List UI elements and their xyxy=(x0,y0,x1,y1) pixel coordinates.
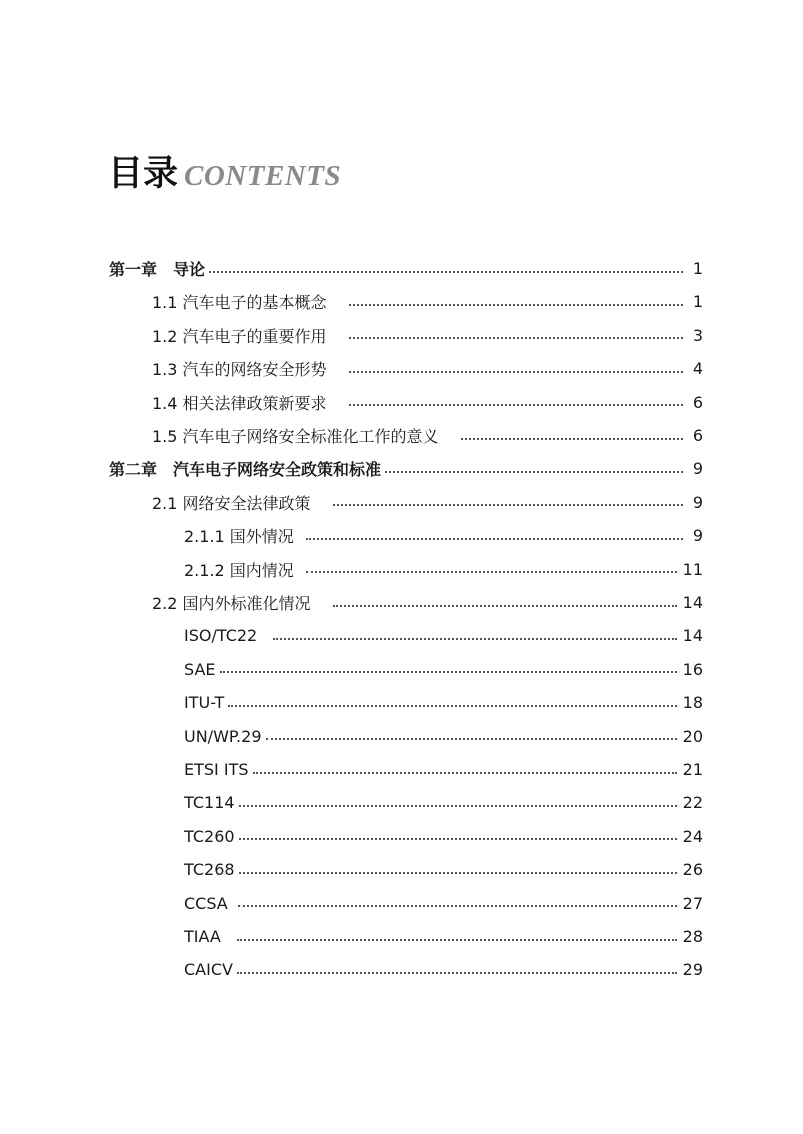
dot-leader xyxy=(237,939,677,941)
dot-leader xyxy=(209,271,683,273)
dot-leader xyxy=(306,538,683,540)
toc-entry-title: SAE xyxy=(184,659,216,679)
dot-leader xyxy=(349,371,683,373)
toc-entry[interactable] xyxy=(184,519,703,552)
toc-entry[interactable] xyxy=(184,853,703,886)
dot-leader xyxy=(266,738,677,740)
toc-entry[interactable] xyxy=(152,586,703,619)
toc-entry[interactable] xyxy=(184,653,703,686)
dot-leader xyxy=(349,337,683,339)
toc-entry-page: 20 xyxy=(682,726,703,746)
toc-entry-title: 1.2 汽车电子的重要作用 xyxy=(152,326,327,346)
toc-entry-page: 11 xyxy=(682,559,703,579)
toc-entry-title: TC114 xyxy=(184,793,235,813)
toc-entry-title: ISO/TC22 xyxy=(184,626,258,646)
dot-leader xyxy=(220,671,677,673)
toc-entry-title: ITU-T xyxy=(184,693,225,713)
toc-entry-title: 2.1.2 国内情况 xyxy=(184,560,294,580)
toc-entry-title: TC268 xyxy=(184,860,235,880)
dot-leader xyxy=(333,605,677,607)
toc-entry[interactable] xyxy=(152,486,703,519)
toc-entry[interactable] xyxy=(152,319,703,352)
toc-entry-page: 9 xyxy=(692,459,703,479)
toc-entry-page: 22 xyxy=(682,793,703,813)
toc-entry[interactable] xyxy=(152,285,703,318)
toc-entry[interactable] xyxy=(184,619,703,652)
dot-leader xyxy=(461,438,683,440)
toc-entry-page: 4 xyxy=(692,359,703,379)
toc-entry-title: 第一章 导论 xyxy=(109,260,206,279)
toc-entry-page: 1 xyxy=(692,292,703,312)
toc-heading xyxy=(108,146,341,196)
toc-entry-page: 9 xyxy=(692,526,703,546)
dot-leader xyxy=(239,805,677,807)
toc-entry[interactable] xyxy=(184,820,703,853)
toc-entry-page: 24 xyxy=(682,826,703,846)
toc-entry-title: ETSI ITS xyxy=(184,760,249,779)
toc-entry-title: UN/WP.29 xyxy=(184,726,262,746)
toc-entry[interactable] xyxy=(152,386,703,419)
toc-entry[interactable] xyxy=(152,352,703,385)
toc-entry-page: 29 xyxy=(682,960,703,980)
toc-entry-page: 28 xyxy=(682,927,703,946)
toc-entry[interactable] xyxy=(184,887,703,920)
toc-entry-page: 26 xyxy=(682,860,703,880)
toc-entry-title: CCSA xyxy=(184,893,228,913)
toc-entry[interactable] xyxy=(184,553,703,586)
heading-title-en: CONTENTS xyxy=(184,160,342,192)
toc-entry-title: 2.2 国内外标准化情况 xyxy=(152,594,311,613)
toc-chapter-entry[interactable] xyxy=(109,252,703,285)
toc-entry[interactable] xyxy=(184,920,703,953)
dot-leader xyxy=(333,504,683,506)
toc-entry[interactable] xyxy=(184,786,703,819)
toc-entry-title: 1.3 汽车的网络安全形势 xyxy=(152,360,327,380)
toc-entry[interactable] xyxy=(184,753,703,786)
toc-entry-page: 27 xyxy=(682,893,703,913)
toc-entry-page: 16 xyxy=(682,659,703,679)
toc-entry[interactable] xyxy=(184,720,703,753)
toc-entry-title: TC260 xyxy=(184,826,235,846)
toc-entry-title: 第二章 汽车电子网络安全政策和标准 xyxy=(109,460,382,480)
toc-entry-page: 6 xyxy=(692,392,703,412)
toc-entry-title: 1.1 汽车电子的基本概念 xyxy=(152,293,327,313)
dot-leader xyxy=(237,972,677,974)
dot-leader xyxy=(385,471,683,473)
toc-entry-title: TIAA xyxy=(184,927,221,946)
toc-entry-page: 9 xyxy=(692,492,703,512)
dot-leader xyxy=(273,638,676,640)
toc-entry-title: 2.1.1 国外情况 xyxy=(184,527,294,547)
toc-entry-page: 14 xyxy=(682,626,703,646)
toc-entry[interactable] xyxy=(184,686,703,719)
dot-leader xyxy=(349,304,683,306)
toc-entry-title: CAICV xyxy=(184,960,233,980)
toc-entry-page: 21 xyxy=(682,760,703,779)
toc-entry-title: 2.1 网络安全法律政策 xyxy=(152,493,311,513)
toc-entry-page: 18 xyxy=(682,693,703,713)
toc-entry-title: 1.4 相关法律政策新要求 xyxy=(152,393,327,413)
dot-leader xyxy=(239,838,677,840)
dot-leader xyxy=(238,905,677,907)
toc-entry-page: 14 xyxy=(682,593,703,612)
toc-entry[interactable] xyxy=(184,953,703,986)
dot-leader xyxy=(306,571,677,573)
toc-chapter-entry[interactable] xyxy=(109,452,703,485)
toc-entry-title: 1.5 汽车电子网络安全标准化工作的意义 xyxy=(152,427,439,446)
toc-entry-page: 6 xyxy=(692,426,703,445)
dot-leader xyxy=(253,772,677,774)
heading-title-zh: 目录 xyxy=(108,154,179,194)
toc-entry-page: 3 xyxy=(692,325,703,345)
dot-leader xyxy=(239,872,677,874)
dot-leader xyxy=(349,404,683,406)
toc-entry[interactable] xyxy=(152,419,703,452)
dot-leader xyxy=(228,705,676,707)
toc-entry-page: 1 xyxy=(692,259,703,278)
